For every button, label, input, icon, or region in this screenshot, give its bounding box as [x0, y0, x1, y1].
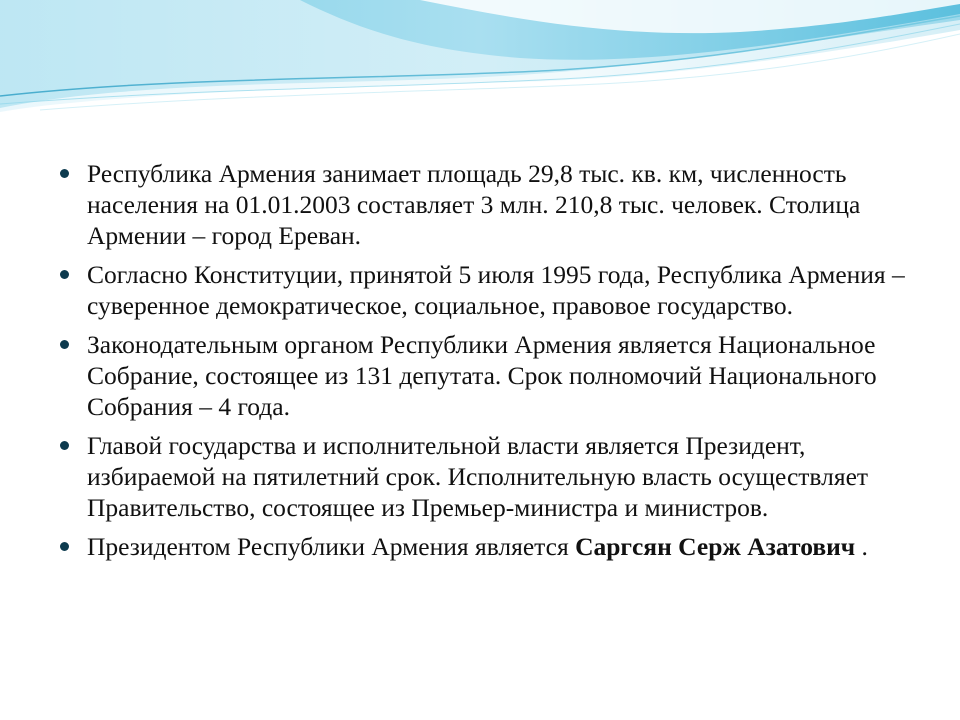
bullet-text: Президентом Республики Армения является	[87, 532, 576, 561]
bullet-text: Республика Армения занимает площадь 29,8 тыс. кв. км, численность населения на 01.01.2003 составляет 3 млн. 210,8 тыс. человек. Столица Армении – город Ереван.	[87, 159, 861, 250]
bullet-president	[60, 531, 920, 562]
bullet-text: Главой государства и исполнительной власти является Президент, избираемой на пятилетний срок. Исполнительную власть осуществляет Правительство, состоящее из Премьер-министра и министров.	[87, 431, 869, 522]
bullet-list	[60, 158, 920, 570]
bullet-dot-icon	[60, 542, 69, 551]
bullet-area-population	[60, 158, 920, 251]
bullet-executive	[60, 430, 920, 523]
bullet-legislature	[60, 329, 920, 422]
bullet-dot-icon	[60, 340, 69, 349]
bullet-dot-icon	[60, 169, 69, 178]
bullet-text: Законодательным органом Республики Армения является Национальное Собрание, состоящее из 131 депутата. Срок полномочий Национального Собрания – 4 года.	[87, 330, 877, 421]
bullet-tail: .	[855, 532, 868, 561]
bullet-text: Согласно Конституции, принятой 5 июля 1995 года, Республика Армения – суверенное демократическое, социальное, правовое государство.	[87, 260, 905, 320]
bullet-constitution	[60, 259, 920, 321]
bullet-dot-icon	[60, 441, 69, 450]
header-wave-decoration	[0, 0, 960, 120]
president-name: Саргсян Серж Азатович	[575, 532, 856, 561]
bullet-dot-icon	[60, 270, 69, 279]
